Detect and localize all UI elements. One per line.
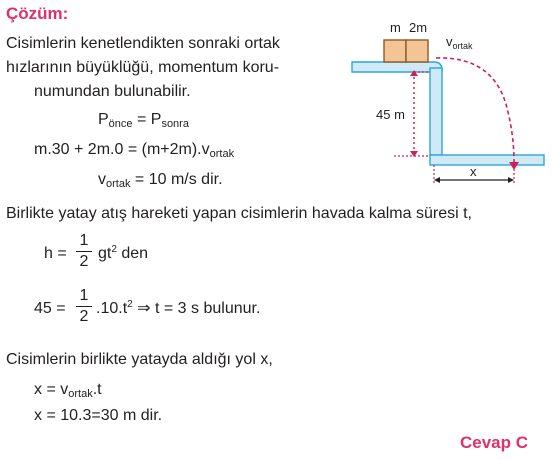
height-formula-rhs — [98, 244, 148, 263]
velocity-symbol: v — [98, 171, 106, 188]
calc-fraction-numerator: 1 — [79, 287, 89, 304]
height-label: 45 m — [376, 107, 405, 122]
answer-label: Cevap C — [460, 433, 529, 452]
distance-formula — [34, 380, 102, 399]
calc-term: .10.t — [96, 300, 128, 317]
den-suffix: den — [116, 245, 149, 262]
intro-line-1: Cisimlerin kenetlendikten sonraki ortak — [6, 35, 280, 52]
intro-line-3: numundan bulunabilir. — [34, 83, 191, 100]
height-formula-fraction — [76, 232, 92, 271]
trajectory-path — [436, 58, 514, 162]
fraction-denominator: 2 — [79, 253, 89, 270]
calc-rhs — [96, 299, 260, 318]
intro-line-2: hızlarının büyüklüğü, momentum koru- — [6, 59, 280, 76]
calc-fraction-denominator: 2 — [79, 308, 89, 325]
distance-formula-subscript: ortak — [68, 388, 93, 400]
calc-lhs: 45 = — [34, 300, 66, 317]
gt-exponent: 2 — [111, 244, 117, 255]
ground-platform — [430, 155, 544, 165]
velocity-label-main: v — [446, 34, 453, 49]
distance-formula-post: .t — [92, 381, 102, 398]
distance-arrow-left — [434, 177, 440, 183]
equals-p: = P — [132, 111, 162, 128]
calc-fraction-bar — [76, 306, 92, 307]
height-formula-lhs: h = — [44, 245, 67, 262]
upper-platform — [352, 62, 442, 72]
velocity-result — [98, 170, 223, 189]
calc-fraction — [76, 287, 92, 326]
distance-arrow-right — [508, 177, 514, 183]
distance-label: x — [470, 164, 477, 179]
block-2m-label: 2m — [409, 20, 428, 35]
momentum-equation — [98, 110, 189, 129]
velocity-result-subscript: ortak — [106, 178, 131, 190]
momentum-substitution — [34, 140, 234, 159]
distance-result: x = 10.3=30 m dir. — [34, 407, 163, 424]
velocity-label — [446, 34, 473, 51]
solution-title: Çözüm: — [6, 4, 69, 23]
calc-result: ⇒ t = 3 s bulunur. — [132, 300, 261, 317]
p-symbol: P — [98, 111, 109, 128]
p-subscript-after: sonra — [161, 118, 189, 130]
momentum-substitution-text: m.30 + 2m.0 = (m+2m).v — [34, 141, 210, 158]
distance-sentence: Cisimlerin birlikte yatayda aldığı yol x, — [6, 351, 273, 368]
velocity-subscript: ortak — [209, 148, 235, 160]
velocity-label-sub: ortak — [452, 41, 473, 51]
projectile-diagram — [330, 12, 552, 192]
block-m — [384, 40, 406, 62]
block-m-label: m — [390, 20, 401, 35]
fraction-bar — [76, 251, 92, 252]
fraction-numerator: 1 — [79, 232, 89, 249]
block-2m — [406, 40, 428, 62]
p-subscript-before: önce — [108, 118, 133, 130]
flight-time-sentence: Birlikte yatay atış hareketi yapan cisimlerin havada kalma süresi t, — [6, 205, 472, 222]
gt-term: gt — [98, 245, 112, 262]
cliff-wall — [430, 68, 442, 155]
velocity-result-value: = 10 m/s dir. — [130, 171, 223, 188]
distance-formula-pre: x = v — [34, 381, 69, 398]
calc-exponent: 2 — [127, 299, 133, 310]
